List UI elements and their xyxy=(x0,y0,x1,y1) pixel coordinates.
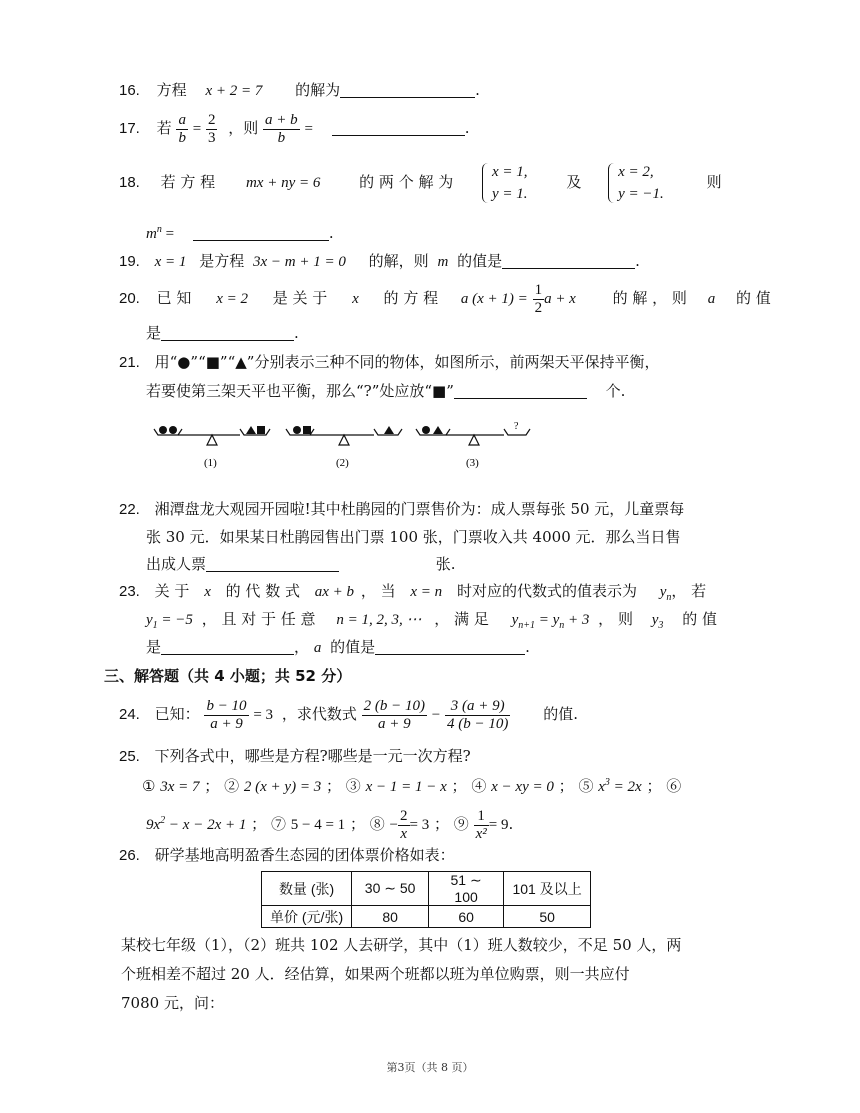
equation-system: x = 2, y = −1. xyxy=(606,161,664,205)
text: . xyxy=(294,324,299,342)
question-20-line2 xyxy=(146,323,299,343)
text: = xyxy=(304,121,313,137)
answer-blank[interactable] xyxy=(375,638,525,655)
table-cell: 60 xyxy=(429,906,504,928)
text: 下列各式中，哪些是方程?哪些是一元一次方程? xyxy=(154,747,471,765)
equation: a (x + 1) = xyxy=(460,291,528,307)
text: 则 xyxy=(706,173,722,191)
table-row xyxy=(262,872,591,906)
fraction: $\frac{2}{x}$ xyxy=(400,807,408,842)
question-number: 16. xyxy=(119,82,140,99)
question-18-line2 xyxy=(146,220,334,244)
question-number: 24. xyxy=(119,706,140,723)
text: 的值. xyxy=(543,705,578,723)
question-20 xyxy=(119,278,771,319)
question-21-line2 xyxy=(146,381,625,401)
answer-blank[interactable] xyxy=(206,555,339,572)
question-22-line3 xyxy=(146,554,456,574)
table-cell: 80 xyxy=(352,906,429,928)
equation: 3x − m + 1 = 0 xyxy=(253,254,346,270)
question-mark: ? xyxy=(514,421,519,432)
question-24 xyxy=(119,692,578,737)
text: 是 关 于 xyxy=(272,289,328,307)
question-number: 18. xyxy=(119,174,140,191)
text: ， 若 xyxy=(671,582,707,600)
text: . xyxy=(635,252,640,270)
text: 时对应的代数式的值表示为 xyxy=(456,582,637,600)
text: = xyxy=(192,121,202,137)
text: 已 知 xyxy=(156,289,192,307)
answer-blank[interactable] xyxy=(161,324,294,341)
question-18 xyxy=(119,154,722,211)
math: $y_{n+1} = y_n + 3$ xyxy=(511,612,590,631)
answer-blank[interactable] xyxy=(193,224,329,241)
answer-blank[interactable] xyxy=(454,382,587,399)
answer-blank[interactable] xyxy=(502,252,635,269)
price-table xyxy=(261,871,591,928)
fraction: $\frac{a + b}{b}$ xyxy=(265,111,298,146)
figure-label: (3) xyxy=(466,457,479,469)
text: a xyxy=(313,640,322,656)
answer-blank[interactable] xyxy=(340,81,475,98)
math: $y_3$ xyxy=(651,612,664,631)
text: x xyxy=(352,291,359,307)
fraction: $\frac{2}{3}$ xyxy=(207,111,216,146)
text: ， 满 足 xyxy=(434,610,489,628)
equation-system: x = 1, y = 1. xyxy=(480,161,528,205)
text: 张. xyxy=(435,555,456,573)
text: 的值是 xyxy=(330,638,376,656)
question-23-line2 xyxy=(146,609,717,636)
question-23-line3 xyxy=(146,637,530,658)
table-header: 30 ∼ 50 xyxy=(352,872,429,906)
text: 用“●”“■”“▲”分别表示三种不同的物体，如图所示，前两架天平保持平衡， xyxy=(154,353,660,371)
equation: n = 1, 2, 3, ⋯ xyxy=(336,612,422,628)
equation: a + x xyxy=(544,291,576,307)
text: 若 方 程 xyxy=(160,173,216,191)
text: 湘潭盘龙大观园开园啦!其中杜鹃园的门票售价为：成人票每张 50 元，儿童票每 xyxy=(154,500,685,518)
text: m xyxy=(437,254,449,270)
question-number: 22. xyxy=(119,501,140,518)
text: 的值是 xyxy=(457,252,503,270)
question-25-line3: $9x^2 - x - 2x + 1$ ； ⑦ 5 − 4 = 1 ； ⑧ − $\frac{2}{x}$ = 3 ； ⑨ $\frac{1}{\text{x²}}$ = 9. xyxy=(146,807,514,842)
question-number: 20. xyxy=(119,290,140,307)
text: m xyxy=(146,226,157,242)
text: 是方程 xyxy=(199,252,245,270)
question-22 xyxy=(119,499,684,520)
math: $y_1 = -5$ xyxy=(146,612,193,631)
question-26 xyxy=(119,845,455,866)
text: = 3 xyxy=(253,707,274,723)
question-25 xyxy=(119,746,471,767)
text: 个. xyxy=(605,382,626,400)
text: n xyxy=(156,224,162,235)
question-number: 26. xyxy=(119,847,140,864)
question-number: 21. xyxy=(119,354,140,371)
text: 的 值 xyxy=(736,289,771,307)
question-number: 23. xyxy=(119,583,140,600)
text: . xyxy=(328,224,334,242)
question-25-line2: ① 3x = 7 ； ② 2 (x + y) = 3 ； ③ x − 1 = 1 − x ； ④ x − xy = 0 ； ⑤ $x^3 = 2x$ ； ⑥ xyxy=(142,777,682,795)
equation: ax + b xyxy=(314,584,355,600)
text: a xyxy=(707,291,716,307)
text: 及 xyxy=(566,173,582,191)
text: ， xyxy=(294,638,310,656)
question-16 xyxy=(119,80,480,101)
answer-blank[interactable] xyxy=(161,638,294,655)
figure-label: (1) xyxy=(204,457,217,469)
text: ， 且 对 于 任 意 xyxy=(201,610,316,628)
question-23 xyxy=(119,581,706,608)
question-19 xyxy=(119,251,640,272)
text: 的解，则 xyxy=(368,252,429,270)
math: $y_n$ xyxy=(659,584,672,603)
question-22-line2: 张 30 元．如果某日杜鹃园售出门票 100 张，门票收入共 4000 元．那么当日售 xyxy=(146,528,681,546)
question-17 xyxy=(119,108,469,149)
fraction: $\frac{3 (a + 9)}{4 (b - 10)}$ xyxy=(447,697,509,732)
answer-blank[interactable] xyxy=(332,119,465,136)
text: x xyxy=(204,584,211,600)
text: . xyxy=(475,81,480,99)
equation: x = n xyxy=(410,584,443,600)
text: 方程 xyxy=(156,81,187,99)
text: ，则 xyxy=(228,119,259,137)
text: 若 xyxy=(156,119,172,137)
question-26-para3: 7080 元，问： xyxy=(121,994,224,1012)
fraction: $\frac{a}{b}$ xyxy=(178,111,186,146)
question-number: 19. xyxy=(119,253,140,270)
table-cell: 50 xyxy=(504,906,591,928)
text: 已知： xyxy=(154,705,200,723)
text: ，求代数式 xyxy=(281,705,357,723)
text: 出成人票 xyxy=(146,555,207,573)
equation: x = 1 xyxy=(154,254,187,270)
fraction: $\frac{1}{\text{x²}}$ xyxy=(475,807,487,842)
fraction: $\frac{2 (b - 10)}{a + 9}$ xyxy=(363,697,426,732)
text: 若要使第三架天平也平衡，那么“?”处应放“■” xyxy=(146,382,454,400)
question-26-para2: 个班相差不超过 20 人．经估算，如果两个班都以班为单位购票，则一共应付 xyxy=(121,965,630,983)
text: . xyxy=(464,119,470,137)
table-header: 101 及以上 xyxy=(504,872,591,906)
question-26-para1: 某校七年级（1），（2）班共 102 人去研学，其中（1）班人数较少，不足 50 人，两 xyxy=(121,936,682,954)
text: ， 则 xyxy=(598,610,633,628)
text: 的 值 xyxy=(682,610,717,628)
text: 是 xyxy=(146,324,162,342)
text: 关 于 xyxy=(154,582,190,600)
text: . xyxy=(525,638,530,656)
text: 是 xyxy=(146,638,162,656)
equation: mx + ny = 6 xyxy=(245,175,321,191)
figure-label: (2) xyxy=(336,457,349,469)
question-number: 17. xyxy=(119,120,140,137)
table-header: 数量 (张) xyxy=(262,872,352,906)
table-header: 51 ∼ 100 xyxy=(429,872,504,906)
fraction: $\frac{1}{2}$ xyxy=(534,281,543,316)
text: ， 当 xyxy=(360,582,396,600)
question-21 xyxy=(119,352,659,373)
equation: x = 2 xyxy=(216,291,248,307)
section-title: 三、解答题（共 4 小题；共 52 分） xyxy=(104,667,352,685)
text: 的解为 xyxy=(295,81,341,99)
text: − xyxy=(431,707,441,723)
page-footer: 第3页（共 8 页） xyxy=(386,1061,474,1074)
balance-figure xyxy=(150,418,540,474)
text: 的 代 数 式 xyxy=(225,582,300,600)
table-row xyxy=(262,906,591,928)
fraction: $\frac{b - 10}{a + 9}$ xyxy=(206,697,247,732)
text: 的 方 程 xyxy=(383,289,439,307)
text: 的 解 ， 则 xyxy=(612,289,687,307)
text: = xyxy=(161,226,175,242)
table-cell: 单价 (元/张) xyxy=(262,906,352,928)
question-number: 25. xyxy=(119,748,140,765)
text: 研学基地高明盈香生态园的团体票价格如表： xyxy=(154,846,455,864)
text: 的 两 个 解 为 xyxy=(359,173,454,191)
equation: x + 2 = 7 xyxy=(205,83,263,99)
